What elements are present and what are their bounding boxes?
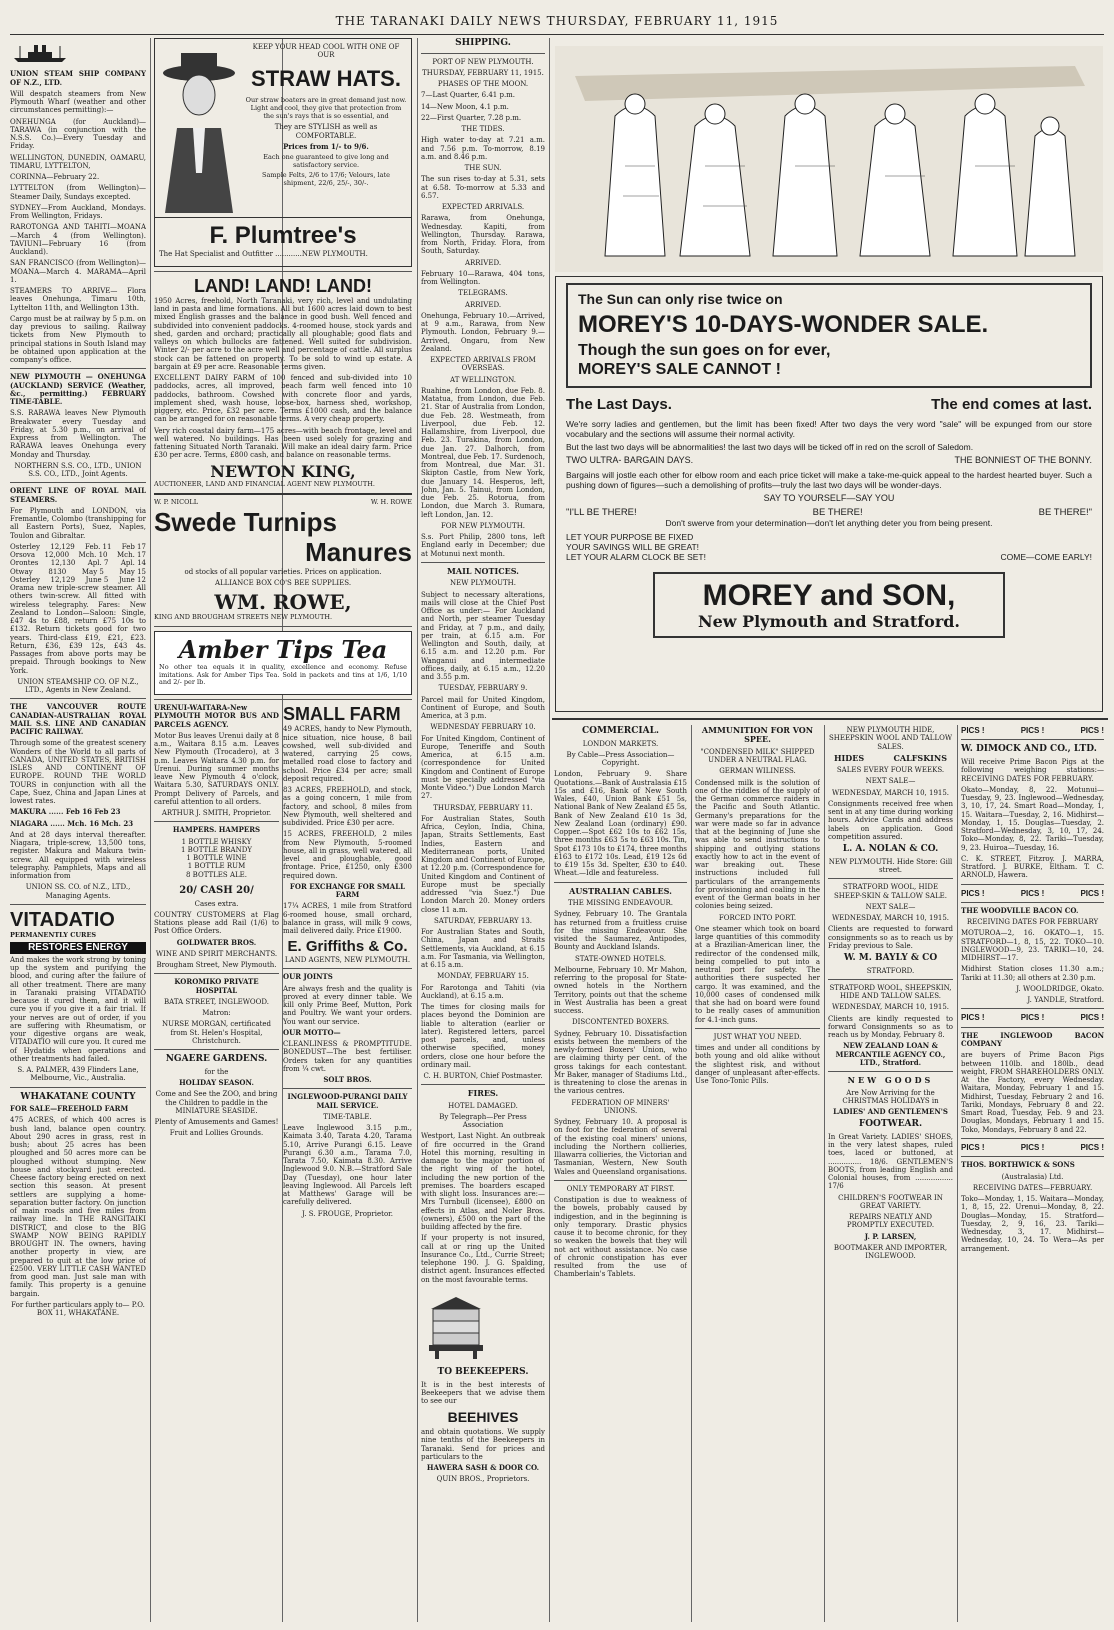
straw-top: KEEP YOUR HEAD COOL WITH ONE OF OUR — [252, 43, 400, 60]
hampers: HAMPERS. HAMPERS — [172, 825, 261, 835]
column-hides — [828, 726, 953, 1622]
quin-bros: QUIN BROS., Proprietors. — [436, 1475, 530, 1484]
np-service-body: S.S. RARAWA leaves New Plymouth Breakwater every Tuesday and Friday, at 5.30 p.m., on arrival of Express from Wellington. The RARAWA leaves Onehunga every Monday and Thursday. — [10, 409, 146, 459]
ladies: LADIES' AND GENTLEMEN'S — [833, 1107, 948, 1117]
griffiths-sub: LAND AGENTS, NEW PLYMOUTH. — [284, 956, 411, 965]
vitadatio-palmer: S. A. PALMER, 439 Flinders Lane, Melbourne, Vic., Australia. — [17, 1066, 139, 1083]
stratford2-date: WEDNESDAY, MARCH 10, 1915. — [831, 1003, 950, 1012]
morey-l4: MOREY'S SALE CANNOT ! — [578, 360, 781, 378]
dimock-rows: Okato—Monday, 8, 22. Motunui—Tuesday, 9, 23. Inglewood—Wednesday, 3, 10, 17, 24. Smart Road—Monday, 1, 15. Waitara—Tuesday, 2, 16. Midhirst—Monday, 1, 15. Douglas—Tuesday, 2. Stratford—Wednesday, 3, 10, 17, 24. Toko—Monday, 8, 22. Tariki—Tuesday, 9, 23. Huiroa—Tuesday, 16. — [961, 785, 1104, 852]
country-customers: COUNTRY CUSTOMERS at Flag Stations please add Rail (1/6) to Post Office Orders. — [154, 910, 279, 936]
midhirst: Midhirst Station closes 11.30 a.m.; Tariki at 11.30; all others at 2.30 p.m. — [961, 965, 1104, 982]
steamship-icon — [10, 42, 70, 64]
column-rule — [691, 725, 692, 1622]
clients2: Clients are kindly requested to forward Consignments so as to reach us by Monday, February 8. — [828, 1014, 953, 1040]
boxers-heading: DISCONTENTED BOXERS. — [572, 1018, 669, 1027]
arriving: Are Now Arriving for the CHRISTMAS HOLIDAYS in — [842, 1088, 939, 1105]
column-urenui — [154, 704, 279, 1221]
column-commercial — [554, 726, 687, 1622]
table-row: Osterley 12,129 Feb. 11 Feb 17 — [10, 542, 146, 551]
repairs: REPAIRS NEATLY AND PROMPTLY EXECUTED. — [846, 1213, 935, 1230]
vancouver-agents: UNION SS. CO. of N.Z., LTD., Managing Agents. — [25, 883, 131, 900]
morey-l3: Though the sun goes on for ever, — [578, 341, 831, 359]
cargo-notice: Cargo must be at railway by 5 p.m. on day previous to sailing. Railway tickets from New Plymouth to principal stations in South Island may be obtained upon application at the company's office. — [10, 314, 146, 364]
new-goods: NEW GOODS — [847, 1075, 934, 1086]
come-early: COME—COME EARLY! — [1000, 551, 1092, 562]
borthwick: THOS. BORTHWICK & SONS — [961, 1160, 1075, 1170]
rowe-address: KING AND BROUGHAM STREETS NEW PLYMOUTH. — [154, 613, 333, 622]
amber-tips-logo: Amber Tips Tea — [178, 634, 388, 664]
frouge: J. S. FROUGE, Proprietor. — [302, 1209, 393, 1218]
masthead: THE TARANAKI DAILY NEWS THURSDAY, FEBRUARY 11, 1915 — [335, 14, 779, 28]
morey-body3: Bargains will jostle each other for elbow room and each price ticket will make a take-me-quick appeal to the hardest hearted buyer. Such a pushing down of figures—such a demolishing of profits—truly the last two days will be wonder-days. — [566, 469, 1092, 490]
amber-sub: No other tea equals it in quality, excellence and economy. Refuse imitations. Ask for Amber Tips Tea. Sold in packets and tins at 1/6, 1/10 and 2/- per lb. — [159, 663, 407, 687]
column-ammunition — [695, 726, 820, 1622]
saturday-heading: SATURDAY, FEBRUARY 13. — [433, 916, 532, 925]
hotels-body: Melbourne, February 10. Mr Mahon, referring to the proposal for State-owned hotels in the Northern Territory, points out that the scheme in West Australia has been a great success. — [554, 965, 687, 1016]
straw-body: Our straw boaters are in great demand just now. Light and cool, they give that protection from the sun's rays that is so essential, and — [245, 96, 407, 120]
morey-places: New Plymouth and Stratford. — [697, 612, 960, 632]
hamper-list: 1 BOTTLE WHISKY 1 BOTTLE BRANDY 1 BOTTLE WINE 1 BOTTLE RUM 8 BOTTLES ALE. — [181, 837, 252, 879]
pics-banner: PICS ! PICS ! PICS ! — [961, 1013, 1104, 1023]
two-ultra: TWO ULTRA- BARGAIN DAYS. — [566, 455, 694, 466]
orient-table — [10, 543, 146, 584]
sun-body: The sun rises to-day at 5.31, sets at 6.58. To-morrow at 5.33 and 6.57. — [421, 175, 545, 200]
borthwick-dates: RECEIVING DATES—FEBRUARY. — [972, 1183, 1093, 1192]
vitadatio-body: And makes the work strong by toning up the system and purifying the blood, and curing after the failure of all other treatment. There are many in Taranaki praising VITADATIO because it cured them, and it will cure you if you give it a fair trial. If your nerves are out of order, if you are suffering with Rheumatism, or your digestive organs are weak, VITADATIO will cure you. It cured me of Hydatids when operations and other treatments had failed. — [10, 955, 146, 1063]
next-sale-date: WEDNESDAY, MARCH 10, 1915. — [831, 788, 950, 797]
table-row: Orsova 12,000 Mch. 10 Mch. 17 — [10, 551, 146, 559]
holiday: HOLIDAY SEASON. — [179, 1078, 254, 1088]
corinna-route: CORINNA—February 22. — [10, 173, 100, 181]
german-heading: GERMAN WILINESS. — [719, 767, 796, 776]
tides-body: High water to-day at 7.21 a.m. and 7.56 p.m. To-morrow, 8.19 a.m. and 8.46 p.m. — [421, 136, 545, 161]
there-2: BE THERE! — [812, 506, 863, 518]
vancouver-title: THE VANCOUVER ROUTE CANADIAN-AUSTRALIAN ROYAL MAIL S.S. LINE AND CANADIAN PACIFIC RAILWAY. — [10, 702, 146, 736]
just-body: times and under all conditions by both young and old alike without the slightest risk, and without danger of unpleasant after-effects. Use Tono-Tonic Pills. — [695, 1044, 820, 1086]
morey-sale-ad — [555, 276, 1103, 712]
motto-body: CLEANLINESS & PROMPTITUDE. BONEDUST—The best fertiliser. Orders taken for any quantities from ¼ cwt. — [283, 1040, 412, 1073]
smith: ARTHUR J. SMITH, Proprietor. — [161, 809, 272, 818]
column-rule — [957, 725, 958, 1622]
plumtree-name: F. Plumtree's — [209, 222, 357, 249]
mail-heading: MAIL NOTICES. — [447, 565, 519, 576]
commercial-heading: COMMERCIAL. — [581, 726, 660, 736]
np-service-title: NEW PLYMOUTH — ONEHUNGA (AUCKLAND) SERVICE (Weather, &c., permitting.) FEBRUARY TIME-TABLE. — [10, 372, 146, 406]
makura-row: MAKURA ...... Feb 16 Feb 23 — [10, 807, 121, 817]
orient-title: ORIENT LINE OF ROYAL MAIL STEAMERS. — [10, 486, 146, 504]
sun-heading: THE SUN. — [464, 164, 502, 173]
table-row: Orontes 12,130 Apl. 7 Apl. 14 — [10, 559, 146, 568]
rowe-small: W. H. ROWE — [370, 498, 412, 507]
alarm: LET YOUR ALARM CLOCK BE SET! — [566, 551, 706, 562]
just-heading: JUST WHAT YOU NEED. — [713, 1032, 802, 1041]
exchange: FOR EXCHANGE FOR SMALL FARM — [289, 881, 406, 900]
london-markets: LONDON MARKETS. — [582, 739, 659, 748]
nolan: L. A. NOLAN & CO. — [842, 844, 939, 855]
moon-row: 14—New Moon, 4.1 p.m. — [421, 102, 509, 111]
motto: OUR MOTTO— — [283, 1027, 341, 1037]
straw-stylish: They are STYLISH as well as COMFORTABLE. — [274, 123, 378, 140]
sale-body: 475 ACRES, of which 400 acres is bush land, balance open country. About 290 acres in grass, rest in bush; about 25 acres has been ploughed and 50 acres more can be ploughed without stumping. New house and stockyard just erected. Cheese factory being erected on next section this season. At present settlers are supplying a home-separation butter factory. On junction of main roads and five miles from railway line. In THE RANGITAIKI DISTRICT, and close to the BIG SWAMP NOW BEING RAPIDLY BROUGHT IN. The owners, having another property in view, are prepared to quit at the low price of £2500. VERY LITTLE CASH WANTED from good man. Just sale man with family. This property is a genuine bargain. — [10, 1116, 146, 1298]
port-heading: PORT OF NEW PLYMOUTH. — [432, 57, 534, 66]
stratford2: STRATFORD WOOL, SHEEPSKIN, HIDE AND TALLOW SALES. — [829, 983, 952, 1001]
bee-body2: and obtain quotations. We supply nine tenths of the Beekeepers in Taranaki. Send for prices and particulars to the — [421, 1428, 545, 1461]
straw-hats-ad — [154, 38, 412, 218]
stratford-next: NEXT SALE— — [865, 902, 916, 911]
at-wellington: AT WELLINGTON. — [450, 375, 516, 384]
orient-agents: UNION STEAMSHIP CO. OF N.Z., LTD., Agents in New Zealand. — [17, 677, 139, 694]
pics-banner: PICS ! PICS ! PICS ! — [961, 1142, 1104, 1152]
borthwick-rows: Toko—Monday, 1, 15. Waitara—Monday, 1, 8, 15, 22. Urenui—Monday, 8, 22. Douglas—Monday, 15. Stratford—Tuesday, 2, 9, 16, 23. Tariki—Wednesday, 3, 17. Midhirst—Wednesday, 10, 24. To Wera—As per arrangement. — [961, 1195, 1104, 1253]
ngaere-for: for the — [204, 1067, 229, 1076]
stratford-title: STRATFORD WOOL, HIDE SHEEP-SKIN & TALLOW SALE. — [833, 883, 948, 900]
nzloan: NEW ZEALAND LOAN & MERCANTILE AGENCY CO., LTD., Stratford. — [835, 1041, 946, 1067]
joints-body: Are always fresh and the quality is proved at every dinner table. We kill only Prime Beef, Mutton, Pork and Poultry. We want your orders. You want our service. — [283, 984, 412, 1026]
woodville: THE WOODVILLE BACON CO. — [961, 905, 1079, 915]
morey-body2: But the last two days will be abnormalities! the last two days will be ticked off in red on the scroll of Saledom. — [566, 442, 974, 453]
expected-heading: EXPECTED ARRIVALS. — [441, 203, 525, 212]
hotel-damaged: HOTEL DAMAGED. — [448, 1101, 518, 1110]
closing-notice: The times for closing mails for places beyond the Dominion are liable to alteration (earlier or later). Registered letters, parcel post parcels, and, unless otherwise specified, money orders, close one hour before the ordinary mail. — [421, 1003, 545, 1069]
nolan-addr: NEW PLYMOUTH. Hide Store: Gill street. — [828, 857, 953, 875]
hides-title: NEW PLYMOUTH HIDE, SHEEPSKIN WOOL AND TALLOW SALES. — [828, 726, 953, 751]
forced-heading: FORCED INTO PORT. — [718, 913, 797, 922]
farm-49: 49 ACRES, handy to New Plymouth, nice situation, nice house, 8 bail cowshed, well sub-divided and watered, carrying 25 cows, metalled road close to factory and school. Price £34 per acre; small deposit required. — [283, 725, 412, 783]
union-title: UNION STEAM SHIP COMPANY OF N.Z., LTD. — [10, 69, 146, 87]
children: CHILDREN'S FOOTWEAR IN GREAT VARIETY. — [838, 1193, 943, 1210]
solt: SOLT BROS. — [323, 1075, 372, 1085]
telegrams-heading: TELEGRAMS. — [458, 289, 508, 298]
section-rule — [552, 718, 1108, 720]
koromiko: KOROMIKO PRIVATE HOSPITAL — [174, 977, 259, 995]
london-body: London, February 9. Share Quotations.—Bank of Australasia £15 15s and £16, Bank of New South Wales, £40, Union Bank £51 5s, National Bank of New Zealand £5 5s, Bank of New Zealand £10 1s 3d, New Zealand Loan (ordinary) £90. Copper.—Spot £62 10s to £62 15s, three months £63 5s to £63 10s. Tin, Spot £173 10s to £174, three months £163 to £172 10s. Lead, £19 12s 6d to £19 15s 3d. Spelter, £30 to £40. Wheat.—Idle and featureless. — [554, 770, 687, 878]
hides: HIDES — [834, 752, 865, 763]
moon-row: 7—Last Quarter, 6.41 p.m. — [421, 91, 516, 100]
pics-banner: PICS ! PICS ! PICS ! — [961, 726, 1104, 735]
dairy-body: EXCELLENT DAIRY FARM of 100 fenced and sub-divided into 10 paddocks, acres, all improved, beach farm well fenced into 10 paddocks, bathroom. Cowshed with concrete floor and yards, implement shed, wash house, loose-box, harness shed, workshop, piggery, etc. Price, £32 per acre. Terms £1000 cash, and the balance can be arranged for on reasonable terms. A very cheap property. — [154, 374, 412, 424]
plenty: Plenty of Amusements and Games! — [154, 1118, 279, 1127]
bayly-addr: STRATFORD. — [866, 966, 915, 975]
griffiths: E. Griffiths & Co. — [287, 938, 408, 956]
wm-rowe: WM. ROWE, — [214, 589, 352, 614]
ammo-body: Condensed milk is the solution of one of the riddles of the supply of the German commerce raiders in the Pacific and South Atlantic. Germany's preparations for the war were made so far in advance that at the beginning of June she was able to send instructions to shipping and outlying stations exactly how to act in the event of war breaking out. These instructions included full particulars of the arrangements for provisioning and coaling in the event of the German boats in her colonies being seized. — [695, 778, 820, 911]
morey-say: SAY TO YOURSELF—SAY YOU — [763, 492, 895, 503]
wooldridge: J. WOOLDRIDGE, Okato. — [1016, 984, 1104, 993]
goldwater: GOLDWATER BROS. — [176, 937, 257, 947]
column-ads-wide — [154, 38, 412, 1622]
fires-telegraph: By Telegraph—Per Press Association — [439, 1112, 527, 1130]
man-in-hat-illustration — [159, 43, 239, 213]
tuesday-heading: TUESDAY, FEBRUARY 9. — [438, 684, 528, 693]
farm-83: 83 ACRES, FREEHOLD, and stock, as a going concern, 1 mile from factory, and school, 8 miles from New Plymouth, well sheltered and subdivided. Price £30 per acre. — [283, 786, 412, 828]
next-sale: NEXT SALE— — [865, 777, 916, 786]
there-1: "I'LL BE THERE! — [566, 506, 637, 518]
morey-body1: We're sorry ladies and gentlemen, but the limit has been fixed! After two days the very word "sale" will be expunged from our store vocabulary and the sections will assume their normal activity. — [566, 419, 1092, 440]
straw-prices: Prices from 1/- to 9/6. — [283, 141, 369, 151]
land-heading: LAND! LAND! LAND! — [194, 275, 372, 296]
amber-tips-ad — [154, 631, 412, 695]
wednesday-body: For United Kingdom, Continent of Europe, Teneriffe and South America, at 6.15 a.m. (correspondence for United Kingdom and Continent of Europe must be specially addressed "via Monte Video.") Due London March 27. — [421, 734, 545, 801]
plumtree-sub: The Hat Specialist and Outfitter ............NEW PLYMOUTH. — [159, 250, 368, 259]
masthead-rule — [10, 34, 1104, 35]
missing-body: Sydney, February 10. The Grantala has returned from a fruitless cruise for the missing Endeavour. She visited the Saumarez, Antipodes, Bounty and Auckland Islands. — [554, 910, 687, 952]
urenui-title: URENUI-WAITARA-New PLYMOUTH MOTOR BUS AND PARCELS AGENCY. — [154, 703, 279, 729]
column-smallfarm — [283, 704, 412, 1221]
sale-contact: For further particulars apply to— P.O. BOX 11, WHAKATANE. — [11, 1300, 145, 1318]
wellington-body: Ruahine, from London, due Feb. 8. Matatua, from London, due Feb. 21. Star of Australia from London, due Feb. 28. Westmeath, from Liverpool, due Feb. 12. Hallamshire, from Liverpool, due Feb. 23. Turakina, from London, due Jan. 27. Dalhorch, from Montreal, due Feb. 17. Surdenoch, from Montreal, due Mar. 31. Skipton Castle, from New York, due January 14. Hesperos, left, John, Jan. 5. Tainui, from London, due Feb. 25. Rotorua, from London, due March 3. Rumara, left London, Jan. 12. — [421, 386, 545, 519]
morey-l1: The Sun can only rise twice on — [578, 291, 783, 307]
steamers-arrive: STEAMERS TO ARRIVE— Flora leaves Onehunga, Timaru 10th, Lyttelton 11th, and Wellington 13th. — [10, 287, 146, 312]
fires-heading: FIRES. — [467, 1088, 499, 1099]
cases-extra: Cases extra. — [194, 899, 239, 908]
tides-heading: THE TIDES. — [461, 125, 505, 134]
larsen: J. P. LARSEN, — [864, 1231, 917, 1241]
orient-body: For Plymouth and LONDON, via Fremantle, Colombo (transhipping for all Eastern Ports), Suez, Naples, Toulon and Gibraltar. — [10, 506, 146, 540]
sale-title: FOR SALE—FREEHOLD FARM — [10, 1104, 129, 1114]
coastal-body: Very rich coastal dairy farm—175 acres—with beach frontage, level and well watered. No buildings. Has been used solely for grazing and fattening Situated North Taranaki. Will make an ideal dairy farm. Price £30 per acre. Terms, £800 cash, and balance on reasonable terms. — [154, 426, 412, 460]
dimock-agents: C. K. STREET, Fitzroy. J. MARRA, Stratford. J. BURKE, Eltham. T. C. ARNOLD, Hawera. — [961, 854, 1104, 880]
column-rule — [549, 38, 550, 1622]
restores-energy-banner: RESTORES ENERGY — [10, 942, 146, 954]
state-hotels: STATE-OWNED HOTELS. — [574, 954, 667, 963]
union-intro: Will despatch steamers from New Plymouth Wharf (weather and other circumstances permitting):— — [10, 89, 146, 115]
aus-cables: AUSTRALIAN CABLES. — [569, 885, 672, 896]
nurse: NURSE MORGAN, certificated from St. Helen's Hospital, Christchurch. — [161, 1020, 272, 1045]
expected-body: Rarawa, from Onehunga, Wednesday. Kapiti, from Wellington, Thursday. Rarawa, from North, Friday. Flora, from South, Saturday. — [421, 214, 545, 256]
monday-body: For Rarotonga and Tahiti (via Auckland), at 6.15 a.m. — [421, 983, 545, 1000]
farm-15: 15 ACRES, FREEHOLD, 2 miles from New Plymouth, 5-roomed house, all in grass, well watered, all level and ploughable, good frontage. Price, £1250, only £300 required down. — [283, 830, 412, 880]
fruit: Fruit and Lollies Grounds. — [169, 1129, 264, 1138]
fires-body2: If your property is not insured, call at or ring up the United Insurance Co., Ltd., Currie Street; telephone 190. J. G. Spalding, district agent. Insurances effected on the most favourable terms. — [421, 1234, 545, 1284]
sanfran-route: SAN FRANCISCO (from Wellington)—MOANA—March 4. MARAMA—April 1. — [10, 259, 146, 284]
column-rule — [417, 38, 418, 1622]
constipation-body: Constipation is due to weakness of the bowels, probably caused by indigestion, and in the beginning is only temporary. Drastic physics cause it to become chronic, for they so weaken the bowels that they will not act without assistance. No case of chronic constipation has ever resulted from the use of Chamberlain's Tablets. — [554, 1196, 687, 1279]
cash-price: 20/ CASH 20/ — [179, 884, 254, 896]
missing-heading: THE MISSING ENDEAVOUR. — [568, 899, 673, 908]
mail-body: Subject to necessary alterations, mails will close at the Chief Post Office as under:— For Auckland and North, per steamer Tuesday and Friday, at 7 p.m., and daily, per train, at 6.15 a.m. For Wellington and South, daily, at 6.15 a.m. and 12.20 p.m. For Wanganui and intermediate offices, daily, at 6.15 a.m., 12.20 and 3.55 p.m. — [421, 590, 545, 682]
stocks: od stocks of all popular varieties. Prices on application. — [184, 568, 382, 577]
goldwater-addr: Brougham Street, New Plymouth. — [156, 961, 277, 970]
newton-sub: AUCTIONEER, LAND AND FINANCIAL AGENT NEW PLYMOUTH. — [154, 480, 375, 489]
arrived2-heading: ARRIVED. — [464, 300, 502, 309]
dimock: W. DIMOCK AND CO., LTD. — [961, 744, 1097, 755]
newton-king: NEWTON KING, — [210, 461, 356, 481]
rarotonga-route: RAROTONGA AND TAHITI—MOANA—March 4 (from Wellington). TAVIUNI—February 16 (from Auckland). — [10, 223, 146, 256]
manures: Manures — [305, 537, 412, 568]
miners-heading: FEDERATION OF MINERS' UNIONS. — [571, 1098, 670, 1115]
overseas-heading: EXPECTED ARRIVALS FROM OVERSEAS. — [430, 356, 536, 373]
purpose: LET YOUR PURPOSE BE FIXED — [566, 531, 694, 542]
saturday-body: For Australian States and South, China, Japan and Straits Settlements, via Auckland, at 6.15 a.m. For Tasmania, via Wellington, at 6.15 a.m. — [421, 928, 545, 970]
there-3: BE THERE!" — [1038, 506, 1092, 518]
farm-17: 17¼ ACRES, 1 mile from Stratford 6-roomed house, small orchard, balance in grass, will milk 9 cows, mail delivered daily. Price £1900. — [283, 902, 412, 936]
column-rule — [824, 725, 825, 1622]
column-pigs — [961, 726, 1104, 1622]
yandle: J. YANDLE, Stratford. — [1027, 996, 1104, 1005]
vancouver-body: Through some of the greatest scenery Wonders of the World to all parts of CANADA, UNITED STATES, BRITISH ISLES AND CONTINENT OF EUROPE. ROUND THE WORLD TOURS in conjunction with all the Cape, Suez, China and Japan Lines at lowest rates. — [10, 739, 146, 805]
condensed-heading: "CONDENSED MILK" SHIPPED UNDER A NEUTRAL FLAG. — [700, 747, 815, 765]
straw-felts: Sample Felts, 2/6 to 17/6; Velours, late shipment, 22/6, 25/-, 30/-. — [262, 171, 390, 188]
monday-heading: MONDAY, FEBRUARY 15. — [437, 972, 529, 981]
wellington-route: WELLINGTON, DUNEDIN, OAMARU, TIMARU, LYTTELTON, — [10, 153, 146, 170]
straw-each: Each one guaranteed to give long and satisfactory service. — [263, 153, 389, 169]
sydney-route: SYDNEY—From Auckland, Mondays. From Wellington, Fridays. — [10, 203, 146, 220]
vitadatio-sub: PERMANENTLY CURES — [10, 931, 97, 940]
wednesday-heading: WEDNESDAY FEBRUARY 10. — [430, 723, 536, 732]
dimock-body: Will receive Prime Bacon Pigs at the following weighing stations:— RECEIVING DATES FOR FEBRUARY. — [961, 758, 1104, 783]
bee-body: It is in the best interests of Beekeepers that we advise them to see our — [421, 1380, 545, 1406]
thursday-body: For Australian States, South Africa, Ceylon, India, China, Japan, Straits Settlements, East Indies, Eastern and Mediterranean ports, United Kingdom and Continent of Europe, at 12.20 p.m. (Correspondence for United Kingdom and Continent of Europe must be specially addressed "via Suez.") Due London March 20. Money orders close 11 a.m. — [421, 814, 545, 914]
column-shipping-ads — [10, 38, 146, 1622]
table-row: Osterley 12,129 June 5 June 12 — [10, 575, 146, 584]
ngaere: NGAERE GARDENS. — [165, 1054, 268, 1065]
temporary-heading: ONLY TEMPORARY AT FIRST. — [566, 1184, 675, 1193]
matron: Matron: — [202, 1009, 231, 1018]
borthwick-sub: (Australasia) Ltd. — [1001, 1172, 1064, 1181]
column-rule — [150, 38, 151, 1622]
moon-heading: PHASES OF THE MOON. — [437, 80, 529, 89]
mail-np: NEW PLYMOUTH. — [450, 579, 516, 588]
pics-banner: PICS ! PICS ! PICS ! — [961, 888, 1104, 898]
nicoll: W. P. NICOLL — [154, 498, 199, 507]
fashion-illustration — [555, 46, 1103, 272]
shipping-date: THURSDAY, FEBRUARY 11, 1915. — [422, 68, 544, 77]
alliance: ALLIANCE BOX CO'S BEE SUPPLIES. — [214, 579, 352, 588]
forced-body: One steamer which took on board large quantities of this commodity at a Brazilian-American liner, the redirector of the condensed milk, being compelled to put into a neutral port for safety. The authorities there suspected her cargo. It was examined, and the 10,000 cases of condensed milk that she had on board were found to be really cases of ammunition for 4.1-inch guns. — [695, 924, 820, 1024]
urenui-body: Motor Bus leaves Urenui daily at 8 a.m., Waitara 8.15 a.m. Leaves New Plymouth (Trocadero), at 3 p.m. Leaves Waitara 4.30 p.m. for Urenui. During summer months leave New Plymouth 4 o'clock, Waitara 5.30, SATURDAYS ONLY. Prompt Delivery of Parcels, and careful attention to all orders. — [154, 731, 279, 806]
vancouver-more: And at 28 days interval thereafter. Niagara, triple-screw, 13,500 tons, register. Makura and Makura twin-screw. All equipped with wireless telegraphy. Pamphlets, Maps and all information from — [10, 830, 146, 880]
stratford-date: WEDNESDAY, MARCH 10, 1915. — [831, 914, 950, 923]
woodville-sub: RECEIVING DATES FOR FEBRUARY — [966, 918, 1099, 927]
column-shipping-news — [421, 38, 545, 1622]
clients: Clients are requested to forward consignments so as to reach us by Friday previous to Sale. — [828, 925, 953, 950]
hawera-sash: HAWERA SASH & DOOR CO. — [426, 1463, 540, 1473]
morey-son: MOREY and SON, — [702, 578, 956, 612]
arrived-heading: ARRIVED. — [464, 258, 502, 267]
inglewood-bacon-body: are buyers of Prime Bacon Pigs between 110lb. and 180lb., dead weight, FROM SHAREHOLDERS ONLY. At the Factory, every Wednesday. Waitara, Monday, February 1 and 15. Midhirst, Tuesday, February 2 and 16. Tariki, Mondays, February 8 and 22. Smart Road, Tuesday, Feb. 9 and 23. Douglas, Mondays, February 1 and 15. Toko, Mondays, February 8 and 22. — [961, 1051, 1104, 1134]
goldwater-sub: WINE AND SPIRIT MERCHANTS. — [155, 949, 278, 958]
for-np-body: S.s. Port Philip, 2800 tons, left England early in December; due at Motunui next month. — [421, 533, 545, 558]
plumtree-ad — [154, 218, 412, 267]
shipping-heading: SHIPPING. — [455, 38, 511, 48]
variety: In Great Variety. LADIES' SHOES, in the very latest shapes, ruled toes, laced or buttoned, at ............... 18/6. GENTLEMEN'S BOOTS, from leading English and Colonial houses, from ................. 17/6 — [828, 1132, 953, 1191]
end-comes: The end comes at last. — [931, 395, 1092, 413]
inglewood-bacon: THE INGLEWOOD BACON COMPANY — [961, 1030, 1104, 1049]
inglewood-body: Leave Inglewood 3.15 p.m., Kaimata 3.40, Tarata 4.20, Tarama 5.10, Arrive Purangi 6.15. Leave Purangi 6.30 a.m., Tarama 7.0, Tarata 7.50, Kaimata 8.30. Arrive Inglewood 9.0. N.B.—Stratford Sale Day (Tuesday), one hour later leaving Inglewood. All Parcels left at Matthews' Garage will be carefully delivered. — [283, 1124, 412, 1207]
last-days: The Last Days. — [566, 395, 672, 413]
morey-dont: Don't swerve from your determination—don't let anything deter you from being present. — [665, 517, 993, 528]
larsen-sub: BOOTMAKER AND IMPORTER, INGLEWOOD. — [833, 1243, 948, 1261]
arrived2-body: Onehunga, February 10.—Arrived, at 9 a.m., Rarawa, from New Plymouth. London, February 9.—Arrived, Ongaru, from New Zealand. — [421, 311, 545, 353]
straw-hats-title: STRAW HATS. — [251, 65, 401, 91]
morey-l2: MOREY'S 10-DAYS-WONDER SALE. — [578, 310, 989, 338]
burton: C. H. BURTON, Chief Postmaster. — [423, 1072, 543, 1081]
moon-row: 22—First Quarter, 7.28 p.m. — [421, 113, 522, 122]
bonniest: THE BONNIEST OF THE BONNY. — [954, 455, 1092, 466]
table-row: Otway 8130 May 5 May 15 — [10, 567, 146, 576]
morey-headline-box — [566, 283, 1092, 388]
land-body: 1950 Acres, freehold, North Taranaki, very rich, level and undulating land in pasta and lime formations. All but 1600 acres laid down to best mixed English grasses and the balance in good bush. Well fenced and subdivided into convenient paddocks. 4-roomed house, stock yards and shed, garden and orchard; practically all ploughable; good flats and valleys on which bullocks are fattened. Well suited for subdivision. Winter 2/- per acre to the acre well and percentage of cattle. All surplus stock can be fattened on property. To be sold to wind up estate. A bargain at £9 per acre. Reasonable terms given. — [154, 296, 412, 371]
miners-body: Sydney, February 10. A proposal is on foot for the federation of several of the existing coal miners' unions, including the Northern collieries, Illawarra collieries, the Victorian and Tasmanian, Western, New South Wales and Queensland organisations. — [554, 1118, 687, 1176]
lyttelton-route: LYTTELTON (from Wellington)—Steamer Daily, Sundays excepted. — [10, 184, 146, 201]
arrived-body: February 10—Rarawa, 404 tons, from Wellington. — [421, 269, 545, 287]
tuesday-body: Parcel mail for United Kingdom, Continent of Europe, and South America, at 3 p.m. — [421, 695, 545, 721]
np-service-agents: NORTHERN S.S. CO., LTD., UNION S.S. CO., LTD., Joint Agents. — [14, 461, 142, 478]
onehunga-route: ONEHUNGA (for Auckland)—TARAWA (in conjunction with the N.S.S. Co.)—Every Tuesday and Friday. — [10, 117, 146, 151]
beekeepers-heading: TO BEEKEEPERS. — [437, 1367, 529, 1378]
bayly: W. M. BAYLY & CO — [843, 953, 938, 964]
small-farm: SMALL FARM — [283, 704, 401, 725]
timetable: TIME-TABLE. — [323, 1112, 372, 1121]
joints: OUR JOINTS — [283, 972, 333, 982]
woodville-rows: MOTUROA—2, 16. OKATO—1, 15. STRATFORD—1, 8, 15, 22. TOKO—10. INGLEWOOD—9, 23. TARIKI—10, 24. MIDHIRST—17. — [961, 929, 1104, 963]
beehives: BEEHIVES — [447, 1408, 519, 1425]
morey-son-box — [653, 572, 1005, 638]
boxers-body: Sydney, February 10. Dissatisfaction exists between the members of the newly-formed Boxers' Union, who are claiming thirty per cent. of the gross takings for each contestant. Mr Baker, manager of Stadiums Ltd., is threatening to close the arenas in the various centres. — [554, 1029, 687, 1096]
vitadatio-logo: VITADATIO — [10, 908, 115, 931]
beehive-illustration — [421, 1291, 491, 1361]
savings: YOUR SAVINGS WILL BE GREAT! — [566, 541, 700, 552]
orient-more: Orama new triple-screw steamer. All others twin-screw. All fitted with wireless telegraphy. Fares: New Zealand to London—Saloon: Single, £47 4s to £88, return £75 10s to £132. Return tickets good for two years. Third-class £19, £21, £23. Return, £36, £39 12s, £43 4s. Passages from above ports may be prepaid. Through bookings to New York. — [10, 584, 146, 675]
consign: Consignments received free when sent in at any time during working hours. Advice Cards and address labels on application. Good competition assured. — [828, 799, 953, 841]
cable-credit: By Cable—Press Association—Copyright. — [566, 750, 675, 768]
koromiko-addr: BATA STREET, INGLEWOOD. — [164, 997, 269, 1006]
zoo: Come and See the ZOO, and bring the Children to paddle in the MINIATURE SEASIDE. — [155, 1090, 278, 1115]
footwear: FOOTWEAR. — [858, 1119, 923, 1130]
sales-every: SALES EVERY FOUR WEEKS. — [836, 766, 945, 775]
inglewood-mail: INGLEWOOD-PURANGI DAILY MAIL SERVICE. — [287, 1092, 408, 1110]
for-np: FOR NEW PLYMOUTH. — [440, 521, 526, 530]
ammunition-heading: AMMUNITION FOR VON SPEE. — [701, 726, 814, 745]
swede-turnips: Swede Turnips — [154, 506, 337, 537]
calfskins: CALFSKINS — [893, 752, 947, 763]
whakatane-heading: WHAKATANE COUNTY — [20, 1091, 136, 1102]
niagara-row: NIAGARA ...... Mch. 16 Mch. 23 — [10, 818, 134, 828]
thursday-heading: THURSDAY, FEBRUARY 11. — [433, 803, 533, 812]
fires-body: Westport, Last Night. An outbreak of fire occurred in the Grand Hotel this morning, resulting in damage to the major portion of the right wing of the hotel, including the new portion of the premises. The boarders escaped with slight loss. Insurances are:—Mrs Turnbull (licensee), £800 on effects in Atlas, and Noler Bros. (owners), £500 on the part of the building affected by the fire. — [421, 1132, 545, 1232]
